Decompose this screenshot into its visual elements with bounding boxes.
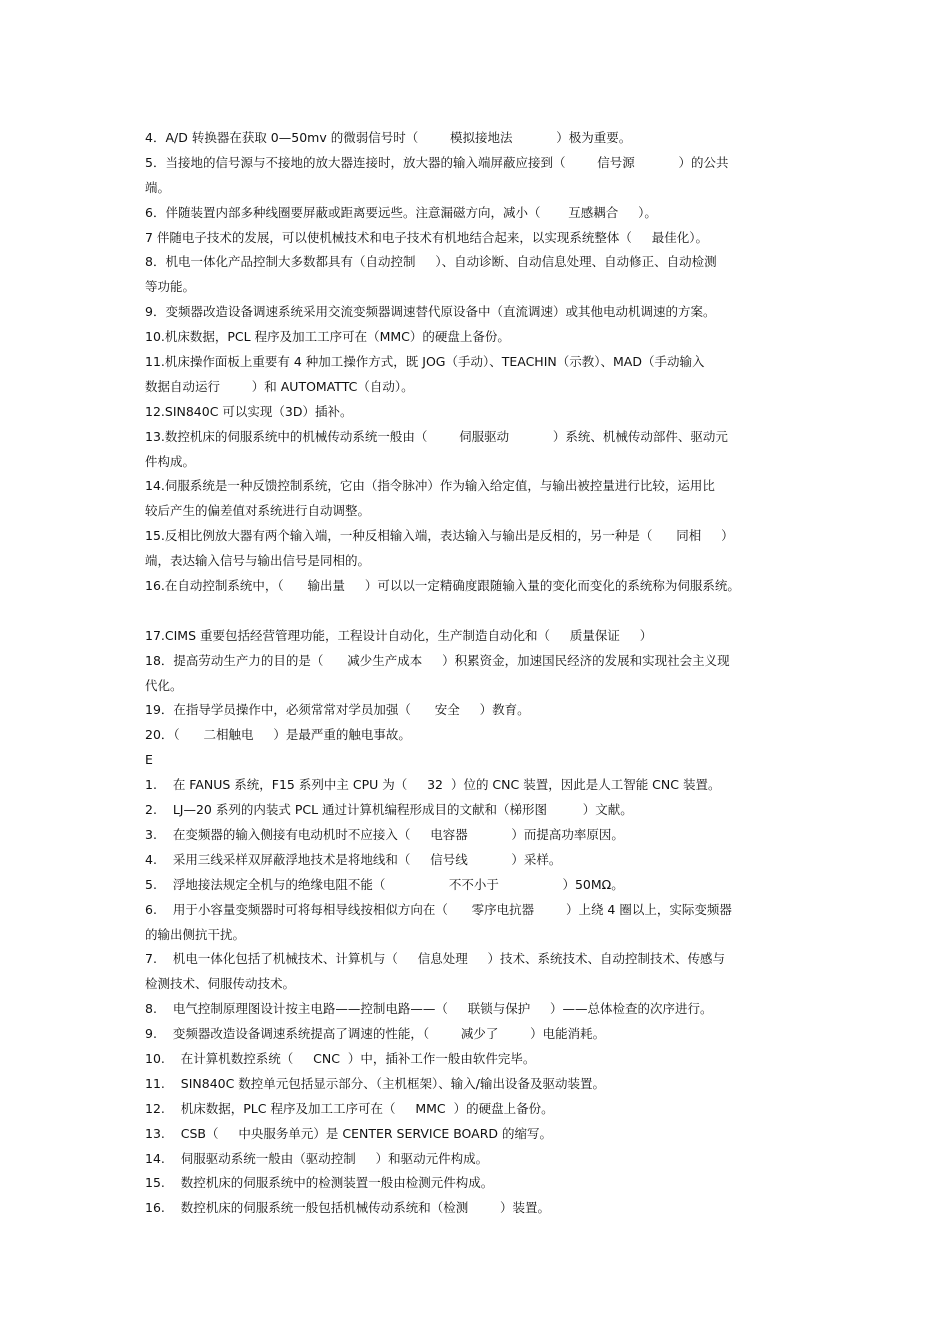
text-line: 5．当接地的信号源与不接地的放大器连接时，放大器的输入端屏蔽应接到（ 信号源 ）的公共: [145, 154, 729, 170]
text-line: 16.在自动控制系统中，（ 输出量 ）可以以一定精确度跟随输入量的变化而变化的系统称为伺服系统。: [145, 578, 740, 594]
blank-line: [145, 599, 825, 624]
text-line: 4. 采用三线采样双屏蔽浮地技术是将地线和（ 信号线 ）采样。: [145, 851, 562, 867]
text-line: 10. 在计算机数控系统（ CNC ）中，插补工作一般由软件完毕。: [145, 1050, 536, 1066]
text-line: 11. SIN840C 数控单元包括显示部分、（主机框架）、输入/输出设备及驱动装置。: [145, 1075, 606, 1091]
text-line: 12. 机床数据，PLC 程序及加工工序可在（ MMC ）的硬盘上备份。: [145, 1100, 554, 1116]
text-line: 端。: [145, 179, 171, 195]
text-line: 5. 浮地接法规定全机与的绝缘电阻不能（ 不不小于 ）50MΩ。: [145, 876, 624, 892]
text-line: 较后产生的偏差值对系统进行自动调整。: [145, 503, 371, 519]
text-line: 端，表达输入信号与输出信号是同相的。: [145, 553, 371, 569]
text-line: 检测技术、伺服传动技术。: [145, 976, 296, 992]
text-line: 8. 电气控制原理图设计按主电路——控制电路——（ 联锁与保护 ）——总体检查的次序进行。: [145, 1001, 713, 1017]
text-line: 等功能。: [145, 279, 196, 295]
text-line: 18．提高劳动生产力的目的是（ 减少生产成本 ）积累资金，加速国民经济的发展和实现社会主义现: [145, 652, 730, 668]
text-line: 6．伴随装置内部多种线圈要屏蔽或距离要远些。注意漏磁方向，减小（ 互感耦合 ）。: [145, 204, 657, 220]
text-line: 20．（ 二相触电 ）是最严重的触电事故。: [145, 727, 411, 743]
text-line: 14.伺服系统是一种反馈控制系统，它由（指令脉冲）作为输入给定值，与输出被控量进行比较，运用比: [145, 478, 715, 494]
text-line: 6. 用于小容量变频器时可将每相导线按相似方向在（ 零序电抗器 ）上绕 4 圈以上，实际变频器: [145, 901, 732, 917]
text-line: 3. 在变频器的输入侧接有电动机时不应接入（ 电容器 ）而提高功率原因。: [145, 826, 624, 842]
text-line: 15.反相比例放大器有两个输入端，一种反相输入端，表达输入与输出是反相的，另一种是（ 同相 ）: [145, 528, 734, 544]
section-heading: E: [145, 752, 153, 768]
document-body: [145, 126, 825, 1246]
text-line: 件构成。: [145, 453, 196, 469]
text-line: 12.SIN840C 可以实现（3D）插补。: [145, 403, 353, 419]
text-line: 2. LJ—20 系列的内装式 PCL 通过计算机编程形成目的文献和（梯形图 ）文献。: [145, 802, 633, 818]
text-line: 数据自动运行 ）和 AUTOMATTC（自动）。: [145, 378, 414, 394]
text-line: 14. 伺服驱动系统一般由（驱动控制 ）和驱动元件构成。: [145, 1150, 489, 1166]
text-line: 17.CIMS 重要包括经营管理功能，工程设计自动化，生产制造自动化和（ 质量保证 ）: [145, 627, 653, 643]
text-line: 代化。: [145, 677, 183, 693]
text-line: 7 伴随电子技术的发展，可以使机械技术和电子技术有机地结合起来，以实现系统整体（ 最佳化）。: [145, 229, 709, 245]
text-line: [145, 1221, 825, 1246]
text-line: 13.数控机床的伺服系统中的机械传动系统一般由（ 伺服驱动 ）系统、机械传动部件、驱动元: [145, 428, 728, 444]
text-line: 1. 在 FANUS 系统，F15 系列中主 CPU 为（ 32 ）位的 CNC 装置，因此是人工智能 CNC 装置。: [145, 777, 721, 793]
text-line: 的输出侧抗干扰。: [145, 926, 246, 942]
text-line: 7. 机电一体化包括了机械技术、计算机与（ 信息处理 ）技术、系统技术、自动控制技术、传感与: [145, 951, 726, 967]
text-line: 9．变频器改造设备调速系统采用交流变频器调速替代原设备中（直流调速）或其他电动机调速的方案。: [145, 304, 716, 320]
text-line: 10.机床数据，PCL 程序及加工工序可在（MMC）的硬盘上备份。: [145, 329, 510, 345]
text-line: 9. 变频器改造设备调速系统提高了调速的性能，（ 减少了 ）电能消耗。: [145, 1026, 606, 1042]
text-line: 15. 数控机床的伺服系统中的检测装置一般由检测元件构成。: [145, 1175, 494, 1191]
text-line: 19．在指导学员操作中，必须常常对学员加强（ 安全 ）教育。: [145, 702, 530, 718]
text-line: 16. 数控机床的伺服系统一般包括机械传动系统和（检测 ）装置。: [145, 1200, 551, 1216]
text-line: 4．A/D 转换器在获取 0—50mv 的微弱信号时（ 模拟接地法 ）极为重要。: [145, 130, 632, 145]
text-line: 11.机床操作面板上重要有 4 种加工操作方式，既 JOG（手动）、TEACHIN（示教）、MAD（手动输入: [145, 354, 705, 370]
text-line: 13. CSB（ 中央服务单元）是 CENTER SERVICE BOARD 的缩写。: [145, 1125, 553, 1141]
text-line: 8．机电一体化产品控制大多数都具有（自动控制 ）、自动诊断、自动信息处理、自动修正、自动检测: [145, 254, 717, 270]
